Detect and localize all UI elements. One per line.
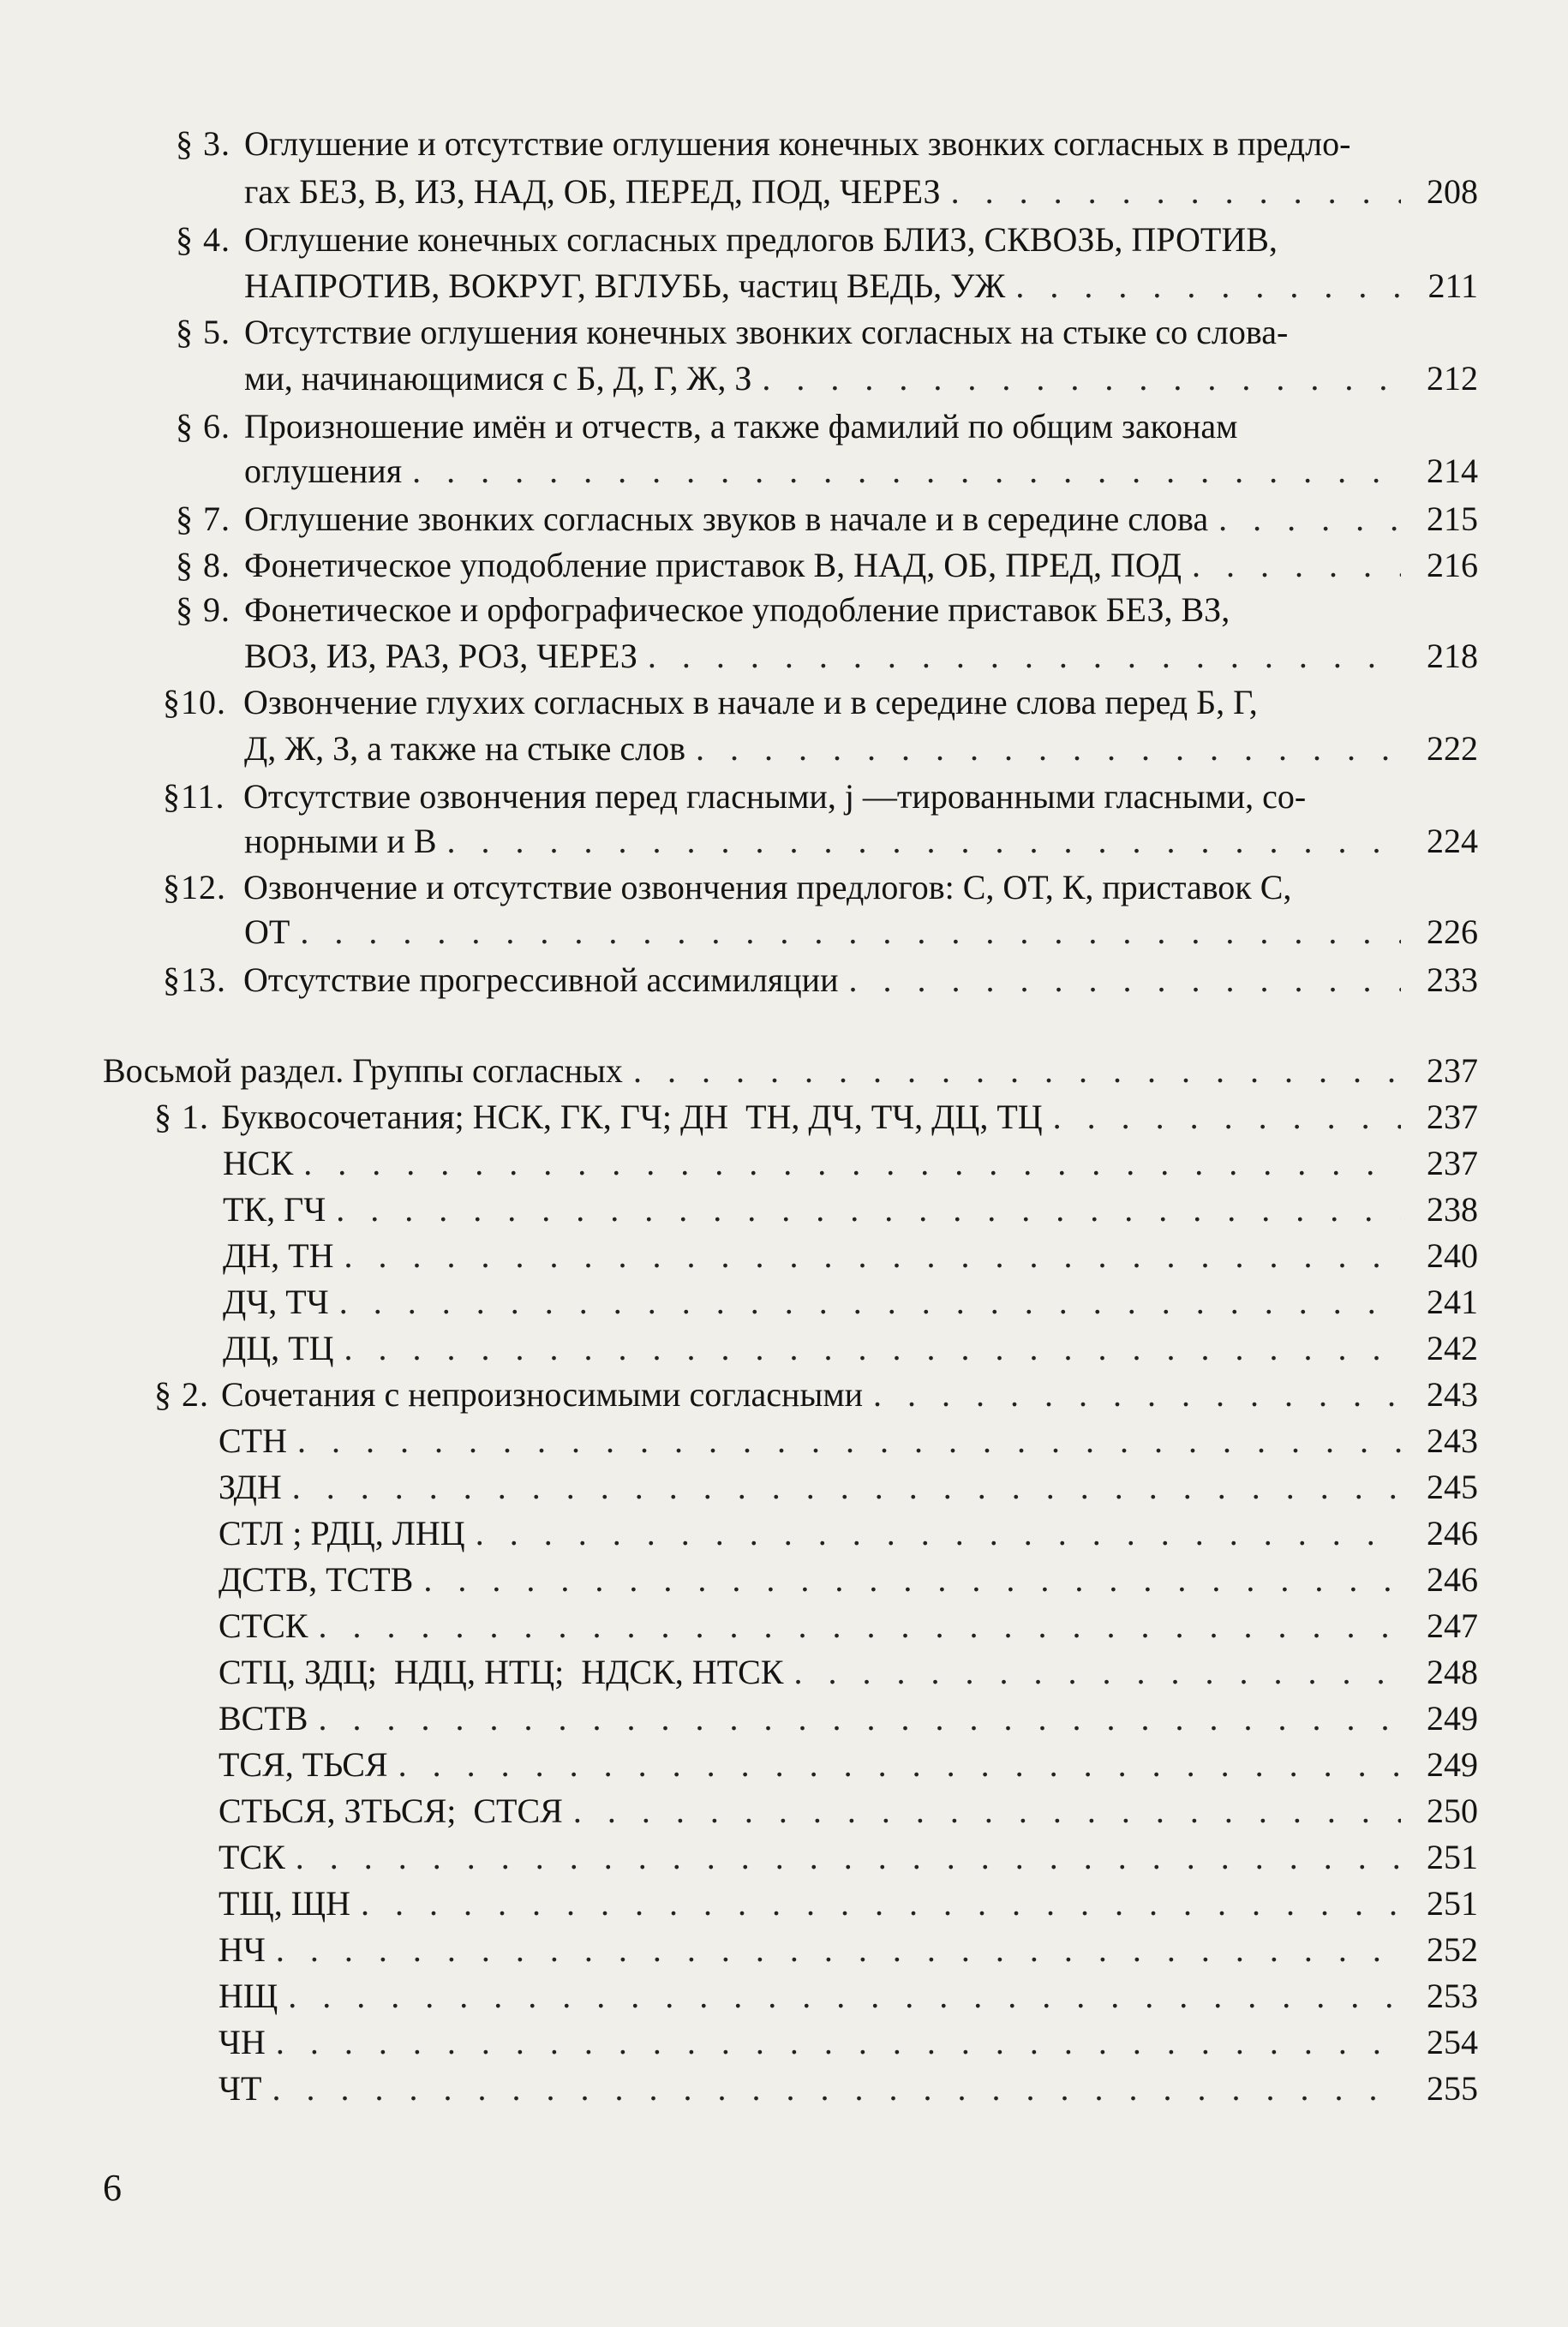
section-number: §11. (163, 777, 225, 816)
toc-subentry (218, 1833, 1478, 1881)
toc-entry-continuation (244, 355, 1478, 403)
page-ref: 247 (1427, 1606, 1478, 1645)
toc-subentry (223, 1325, 1478, 1373)
dot-leader (303, 1140, 1401, 1187)
subentry-label: СТН (218, 1421, 287, 1460)
dot-leader (398, 1741, 1401, 1789)
page-ref: 242 (1427, 1329, 1478, 1367)
section-number: § 3. (176, 124, 230, 163)
toc-entry (176, 495, 1478, 543)
section-number: § 2. (154, 1375, 209, 1414)
page-ref: 233 (1427, 960, 1478, 999)
entry-title: Произношение имён и отчеств, а также фамилий по общим законам (244, 407, 1238, 446)
section-number: § 5. (176, 313, 230, 351)
entry-title: Озвончение и отсутствие озвончения предлогов: С, ОТ, К, приставок С, (243, 868, 1292, 906)
page-ref: 246 (1427, 1514, 1478, 1552)
dot-leader (951, 168, 1401, 216)
dot-leader (873, 1371, 1401, 1419)
toc-subentry (218, 1417, 1478, 1465)
dot-leader (318, 1695, 1401, 1743)
toc-subentry (223, 1232, 1478, 1280)
entry-title: Д, Ж, З, а также на стыке слов (244, 729, 685, 768)
page-ref: 208 (1427, 172, 1478, 211)
subentry-label: НЧ (218, 1930, 266, 1969)
page-ref: 240 (1427, 1236, 1478, 1275)
entry-title: НАПРОТИВ, ВОКРУГ, ВГЛУБЬ, частиц ВЕДЬ, УЖ (244, 266, 1006, 305)
dot-leader (272, 2065, 1401, 2113)
page-ref: 243 (1427, 1421, 1478, 1460)
page-ref: 212 (1427, 359, 1478, 398)
toc-entry (176, 308, 1478, 356)
dot-leader (300, 908, 1401, 956)
subentry-label: СТСК (218, 1606, 308, 1645)
subentry-label: ТЩ, ЩН (218, 1884, 351, 1923)
toc-subentry (218, 1648, 1478, 1696)
page-ref: 252 (1427, 1930, 1478, 1969)
page-ref: 248 (1427, 1653, 1478, 1691)
toc-section (154, 1093, 1478, 1141)
entry-title: ВОЗ, ИЗ, РАЗ, РОЗ, ЧЕРЕЗ (244, 637, 637, 675)
dot-leader (344, 1232, 1402, 1280)
subentry-label: ЧТ (218, 2069, 262, 2108)
dot-leader (344, 1325, 1402, 1373)
section-title: Сочетания с непроизносимыми согласными (221, 1375, 864, 1414)
subentry-label: СТЦ, ЗДЦ; НДЦ, НТЦ; НДСК, НТСК (218, 1653, 784, 1691)
page-ref: 218 (1427, 637, 1478, 675)
entry-title: Отсутствие оглушения конечных звонких согласных на стыке со слова- (244, 313, 1289, 351)
dot-leader (1192, 541, 1401, 589)
subentry-label: ТСК (218, 1838, 285, 1876)
subentry-label: НЩ (218, 1977, 278, 2015)
subentry-label: ТК, ГЧ (223, 1190, 326, 1229)
dot-leader (276, 2019, 1401, 2067)
toc-entry-continuation (244, 908, 1478, 956)
page-ref: 224 (1427, 822, 1478, 860)
page-ref: 211 (1427, 266, 1478, 305)
toc-entry-continuation (244, 632, 1478, 680)
dot-leader (1218, 495, 1401, 543)
dot-leader (1053, 1093, 1401, 1141)
toc-subentry (218, 1972, 1478, 2020)
page-ref: 245 (1427, 1468, 1478, 1506)
entry-title: Отсутствие прогрессивной ассимиляции (243, 960, 839, 999)
page-ref: 246 (1427, 1560, 1478, 1599)
section-number: §10. (163, 683, 226, 721)
entry-title: Оглушение звонких согласных звуков в начале и в середине слова (244, 499, 1209, 538)
page-ref: 255 (1427, 2069, 1478, 2108)
subentry-label: СТЛ ; РДЦ, ЛНЦ (218, 1514, 465, 1552)
entry-title: Фонетическое уподобление приставок В, НАД, ОБ, ПРЕД, ПОД (244, 546, 1182, 584)
section-number: §12. (163, 868, 226, 906)
toc-entry (176, 216, 1478, 264)
page-ref: 238 (1427, 1190, 1478, 1229)
dot-leader (297, 1417, 1401, 1465)
toc-subentry (218, 1926, 1478, 1974)
dot-leader (336, 1186, 1401, 1234)
toc-subentry (218, 1880, 1478, 1928)
page-ref: 241 (1427, 1283, 1478, 1321)
toc-entry (176, 120, 1478, 168)
toc-subentry (218, 2065, 1478, 2113)
page-ref: 253 (1427, 1977, 1478, 2015)
toc-entry-continuation (244, 262, 1478, 310)
toc-subentry (223, 1140, 1478, 1187)
subentry-label: ДН, ТН (223, 1236, 334, 1275)
toc-entry (163, 864, 1478, 912)
toc-entry (176, 586, 1478, 634)
section-number: § 9. (176, 590, 230, 629)
dot-leader (476, 1510, 1401, 1558)
page-ref: 251 (1427, 1884, 1478, 1923)
entry-title: Оглушение и отсутствие оглушения конечных звонких согласных в предло- (244, 124, 1351, 163)
entry-title: Озвончение глухих согласных в начале и в середине слова перед Б, Г, (243, 683, 1258, 721)
page-ref: 222 (1427, 729, 1478, 768)
toc-subentry (218, 1463, 1478, 1511)
toc-subentry (218, 1787, 1478, 1835)
toc-entry (176, 403, 1478, 451)
subentry-label: ЗДН (218, 1468, 282, 1506)
subentry-label: ДЧ, ТЧ (223, 1283, 329, 1321)
page-ref: 237 (1427, 1098, 1478, 1136)
entry-title: ОТ (244, 912, 290, 951)
page-ref: 254 (1427, 2023, 1478, 2061)
page-ref: 243 (1427, 1375, 1478, 1414)
toc-subentry (218, 1602, 1478, 1650)
page-number: 6 (103, 2167, 122, 2209)
dot-leader (1015, 262, 1401, 310)
entry-title: ми, начинающимися с Б, Д, Г, Ж, З (244, 359, 752, 398)
entry-title: Оглушение конечных согласных предлогов БЛИЗ, СКВОЗЬ, ПРОТИВ, (244, 220, 1278, 259)
page-ref: 226 (1427, 912, 1478, 951)
toc-subentry (223, 1186, 1478, 1234)
dot-leader (762, 355, 1401, 403)
dot-leader (447, 817, 1402, 865)
toc-subentry (218, 2019, 1478, 2067)
dot-leader (361, 1880, 1401, 1928)
chapter-heading (103, 1047, 1478, 1095)
toc-subentry (218, 1510, 1478, 1558)
page-ref: 249 (1427, 1745, 1478, 1784)
dot-leader (339, 1278, 1401, 1326)
dot-leader (276, 1926, 1401, 1974)
dot-leader (292, 1463, 1401, 1511)
section-title: Буквосочетания; НСК, ГК, ГЧ; ДН ТН, ДЧ, ТЧ, ДЦ, ТЦ (221, 1098, 1043, 1136)
entry-title: оглушения (244, 452, 403, 490)
toc-subentry (218, 1695, 1478, 1743)
toc-entry (163, 679, 1478, 727)
toc-entry-continuation (244, 447, 1478, 495)
toc-entry (176, 541, 1478, 589)
section-number: § 1. (154, 1098, 209, 1136)
section-number: § 6. (176, 407, 230, 446)
dot-leader (423, 1556, 1401, 1604)
page-ref: 215 (1427, 499, 1478, 538)
subentry-label: ЧН (218, 2023, 266, 2061)
toc-entry (163, 956, 1478, 1004)
dot-leader (318, 1602, 1401, 1650)
subentry-label: ВСТВ (218, 1699, 308, 1738)
entry-title: Фонетическое и орфографическое уподобление приставок БЕЗ, ВЗ, (244, 590, 1230, 629)
entry-title: гах БЕЗ, В, ИЗ, НАД, ОБ, ПЕРЕД, ПОД, ЧЕРЕЗ (244, 172, 941, 211)
page-ref: 250 (1427, 1792, 1478, 1830)
subentry-label: ТСЯ, ТЬСЯ (218, 1745, 388, 1784)
subentry-label: НСК (223, 1144, 294, 1182)
toc-entry-continuation (244, 725, 1478, 773)
dot-leader (633, 1047, 1401, 1095)
toc-entry-continuation (244, 817, 1478, 865)
page-ref: 249 (1427, 1699, 1478, 1738)
dot-leader (848, 956, 1401, 1004)
dot-leader (412, 447, 1401, 495)
section-number: § 8. (176, 546, 230, 584)
page-ref: 237 (1427, 1144, 1478, 1182)
dot-leader (696, 725, 1401, 773)
entry-title: Отсутствие озвончения перед гласными, j —тированными гласными, со- (243, 777, 1307, 816)
toc-section (154, 1371, 1478, 1419)
subentry-label: СТЬСЯ, ЗТЬСЯ; СТСЯ (218, 1792, 563, 1830)
dot-leader (296, 1833, 1401, 1881)
dot-leader (648, 632, 1401, 680)
toc-subentry (223, 1278, 1478, 1326)
page-ref: 214 (1427, 452, 1478, 490)
dot-leader (793, 1648, 1401, 1696)
section-number: § 7. (176, 499, 230, 538)
page-ref: 237 (1427, 1051, 1478, 1090)
section-number: § 4. (176, 220, 230, 259)
toc-entry-continuation (244, 168, 1478, 216)
toc-entry (163, 773, 1478, 821)
subentry-label: ДСТВ, ТСТВ (218, 1560, 414, 1599)
toc-subentry (218, 1556, 1478, 1604)
toc-subentry (218, 1741, 1478, 1789)
section-number: §13. (163, 960, 226, 999)
page-ref: 251 (1427, 1838, 1478, 1876)
subentry-label: ДЦ, ТЦ (223, 1329, 334, 1367)
dot-leader (573, 1787, 1401, 1835)
dot-leader (288, 1972, 1401, 2020)
page-ref: 216 (1427, 546, 1478, 584)
chapter-title: Восьмой раздел. Группы согласных (103, 1051, 623, 1090)
entry-title: норными и В (244, 822, 437, 860)
